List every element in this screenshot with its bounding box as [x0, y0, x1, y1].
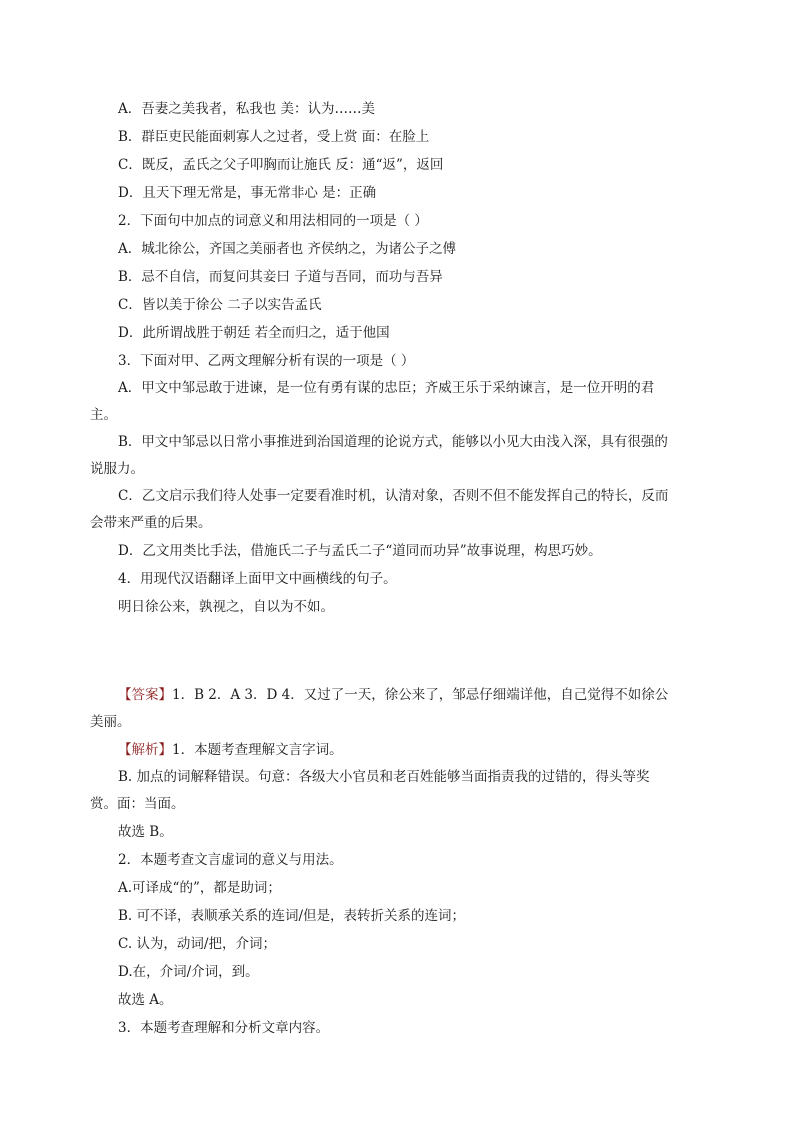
analysis-line-2: 故选 B。: [118, 824, 173, 840]
q2-option-a: A．城北徐公，齐国之美丽者也 齐侯纳之，为诸公子之傅: [118, 241, 457, 257]
analysis-line-3: 2．本题考查文言虚词的意义与用法。: [118, 852, 343, 868]
q2-option-c: C．皆以美于徐公 二子以实告孟氏: [118, 297, 322, 313]
analysis-intro-line: [118, 736, 678, 764]
q3-stem: 3．下面对甲、乙两文理解分析有误的一项是（ ）: [118, 353, 415, 369]
document-page: [90, 95, 678, 1042]
q4-stem: 4．用现代汉语翻译上面甲文中画横线的句子。: [118, 571, 397, 587]
analysis-line-5: B. 可不译，表顺承关系的连词/但是，表转折关系的连词；: [118, 908, 466, 924]
analysis-line-4: A.可译成“的”，都是助词；: [118, 880, 281, 896]
q2-option-d: D．此所谓战胜于朝廷 若全而归之，适于他国: [118, 325, 390, 341]
q1-option-c: C．既反，孟氏之父子叩胸而让施氏 反：通“返”，返回: [118, 157, 444, 173]
q3-option-c: C．乙文启示我们待人处事一定要看准时机，认清对象，否则不但不能发挥自己的特长，反而会带来严重的后果。: [90, 488, 669, 531]
q3-option-b: B．甲文中邹忌以日常小事推进到治国道理的论说方式，能够以小见大由浅入深，具有很强的说服力。: [90, 434, 668, 477]
analysis-line-1: B. 加点的词解释错误。句意：各级大小官员和老百姓能够当面指责我的过错的，得头等奖赏。面：当面。: [90, 769, 650, 812]
analysis-line-8: 故选 A。: [118, 992, 173, 1008]
q4-sentence: 明日徐公来，孰视之，自以为不如。: [118, 599, 334, 615]
q2-option-b: B．忌不自信，而复问其妾曰 子道与吾同，而功与吾异: [118, 269, 443, 285]
q1-option-a: A．吾妻之美我者，私我也 美：认为……美: [118, 101, 376, 117]
analysis-intro: 1．本题考查理解文言字词。: [172, 742, 343, 758]
analysis-line-9: 3．本题考查理解和分析文章内容。: [118, 1020, 330, 1036]
q1-option-d: D．且天下理无常是，事无常非心 是：正确: [118, 185, 377, 201]
q1-option-b: B．群臣吏民能面刺寡人之过者，受上赏 面：在脸上: [118, 129, 430, 145]
answer-tag: 【答案】: [118, 687, 172, 703]
answer-text: 1．B 2．A 3．D 4．又过了一天，徐公来了，邹忌仔细端详他，自己觉得不如徐公美丽。: [90, 687, 669, 730]
q2-stem: 2．下面句中加点的词意义和用法相同的一项是（ ）: [118, 213, 428, 229]
q3-option-d: D．乙文用类比手法，借施氏二子与孟氏二子“道同而功异”故事说理，构思巧妙。: [118, 543, 602, 559]
analysis-tag: 【解析】: [118, 742, 172, 758]
answer-block: [90, 682, 672, 736]
section-gap: [118, 621, 678, 682]
analysis-line-7: D.在，介词/介词，到。: [118, 964, 259, 980]
q3-option-a: A．甲文中邹忌敢于进谏，是一位有勇有谋的忠臣；齐威王乐于采纳谏言，是一位开明的君主。: [90, 380, 655, 423]
analysis-line-6: C. 认为，动词/把，介词；: [118, 936, 276, 952]
